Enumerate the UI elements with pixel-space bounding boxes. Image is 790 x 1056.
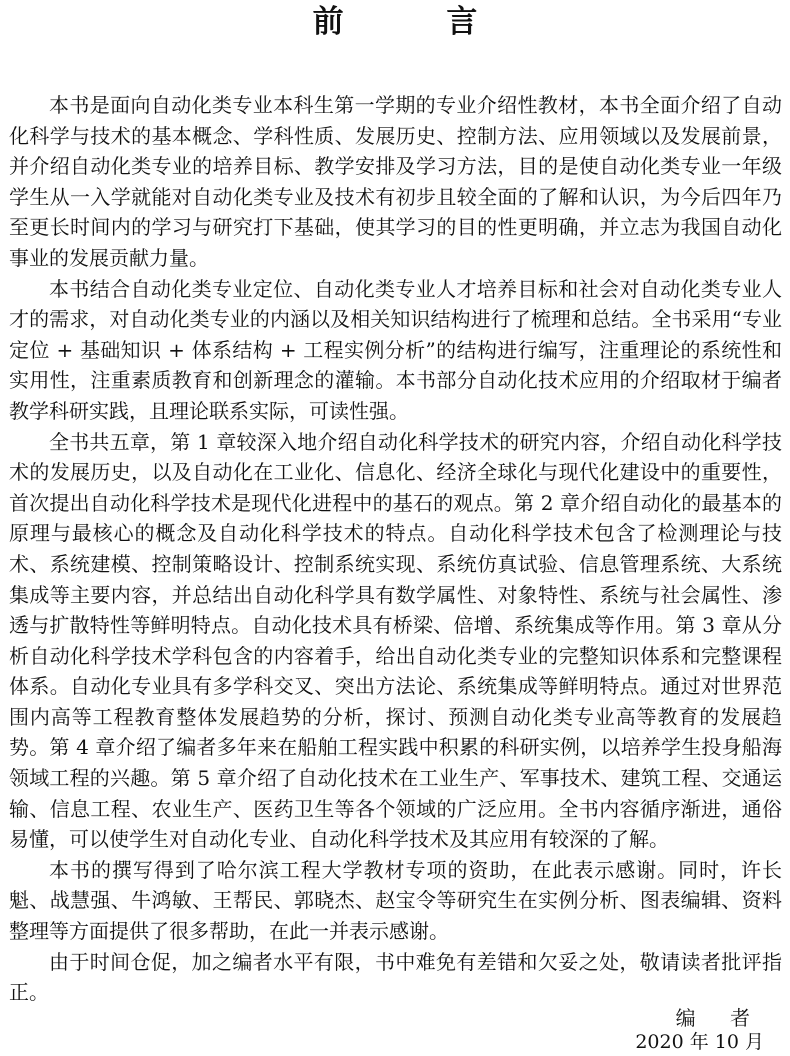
paragraph: 全书共五章，第 1 章较深入地介绍自动化科学技术的研究内容，介绍自动化科学技术的发展历史，以及自动化在工业化、信息化、经济全球化与现代化建设中的重要性，首次提出自动化科学技术是现代化进程中的基石的观点。第 2 章介绍自动化的最基本的原理与最核心的概念及自动化科学技术的特点。自动化科学技术包含了检测理论与技术、系统建模、控制策略设计、控制系统实现、系统仿真试验、信息管理系统、大系统集成等主要内容，并总结出自动化科学具有数学属性、对象特性、系统与社会属性、渗透与扩散特性等鲜明特点。自动化技术具有桥梁、倍增、系统集成等作用。第 3 章从分析自动化科学技术学科包含的内容着手，给出自动化类专业的完整知识体系和完整课程体系。自动化专业具有多学科交叉、突出方法论、系统集成等鲜明特点。通过对世界范围内高等工程教育整体发展趋势的分析，探讨、预测自动化类专业高等教育的发展趋势。第 4 章介绍了编者多年来在船舶工程实践中积累的科研实例，以培养学生投身船海领域工程的兴趣。第 5 章介绍了自动化技术在工业生产、军事技术、建筑工程、交通运输、信息工程、农业生产、医药卫生等各个领域的广泛应用。全书内容循序渐进，通俗易懂，可以使学生对自动化专业、自动化科学技术及其应用有较深的了解。 bbox=[9, 429, 782, 852]
paragraph: 由于时间仓促，加之编者水平有限，书中难免有差错和欠妥之处，敬请读者批评指正。 bbox=[9, 949, 782, 1005]
paragraph: 本书的撰写得到了哈尔滨工程大学教材专项的资助，在此表示感谢。同时，许长魁、战慧强、牛鸿敏、王帮民、郭晓杰、赵宝令等研究生在实例分析、图表编辑、资料整理等方面提供了很多帮助，在此一并表示感谢。 bbox=[9, 857, 782, 944]
paragraph: 本书是面向自动化类专业本科生第一学期的专业介绍性教材，本书全面介绍了自动化科学与技术的基本概念、学科性质、发展历史、控制方法、应用领域以及发展前景，并介绍自动化类专业的培养目标、教学安排及学习方法，目的是使自动化类专业一年级学生从一入学就能对自动化类专业及技术有初步且较全面的了解和认识，为今后四年乃至更长时间内的学习与研究打下基础，使其学习的目的性更明确，并立志为我国自动化事业的发展贡献力量。 bbox=[9, 93, 782, 270]
signature-date: 2020 年 10 月 bbox=[635, 1031, 764, 1053]
paragraph: 本书结合自动化类专业定位、自动化类专业人才培养目标和社会对自动化类专业人才的需求，对自动化类专业的内涵以及相关知识结构进行了梳理和总结。全书采用“专业定位 + 基础知识 + 体系结构 + 工程实例分析”的结构进行编写，注重理论的系统性和实用性，注重素质教育和创新理念的灌输。本书部分自动化技术应用的介绍取材于编者教学科研实践，且理论联系实际，可读性强。 bbox=[9, 276, 782, 423]
preface-body bbox=[9, 90, 782, 1008]
signature-block bbox=[635, 1006, 764, 1054]
author-signature: 编 者 bbox=[675, 1006, 764, 1030]
page-title: 前 言 bbox=[312, 4, 524, 40]
